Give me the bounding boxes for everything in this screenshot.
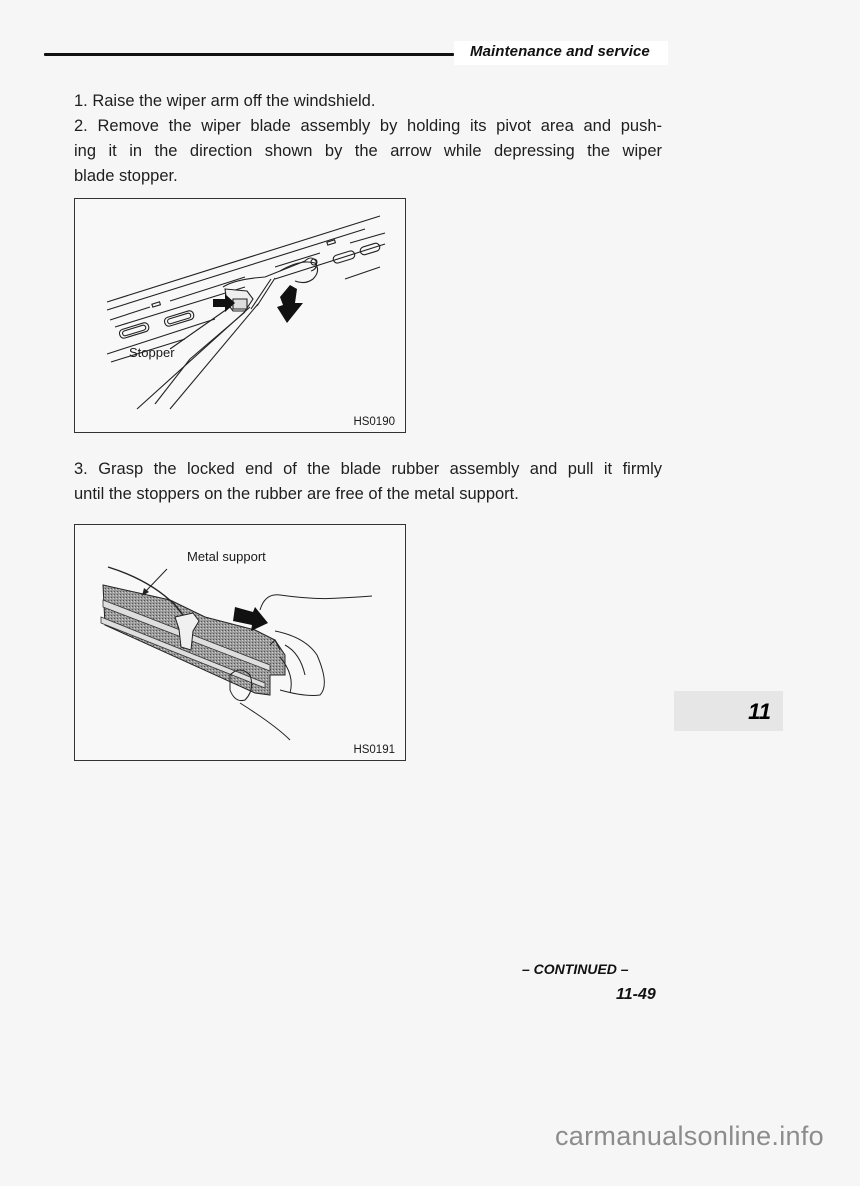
step-2-line-2: ing it in the direction shown by the arrow while depressing the wiper bbox=[74, 142, 662, 160]
step-1 bbox=[74, 89, 662, 114]
step-3-line-2: until the stoppers on the rubber are free of the metal support. bbox=[74, 485, 519, 503]
step-3-line-1: 3. Grasp the locked end of the blade rubber assembly and pull it firmly bbox=[74, 460, 662, 478]
figure-code-hs0191: HS0191 bbox=[353, 744, 395, 756]
header-rule bbox=[44, 53, 454, 56]
step-2-line-3: blade stopper. bbox=[74, 167, 178, 185]
watermark: carmanualsonline.info bbox=[555, 1121, 824, 1151]
stopper-label: Stopper bbox=[129, 345, 175, 360]
step-1-line: 1. Raise the wiper arm off the windshield. bbox=[74, 92, 376, 110]
wiper-blade-stopper-illustration bbox=[75, 199, 407, 434]
step-2-line-1: 2. Remove the wiper blade assembly by holding its pivot area and push- bbox=[74, 117, 662, 135]
step-2 bbox=[74, 114, 662, 189]
chapter-number: 11 bbox=[748, 699, 771, 724]
figure-code-hs0190: HS0190 bbox=[353, 416, 395, 428]
figure-wiper-stopper bbox=[74, 198, 406, 433]
page-number: 11-49 bbox=[616, 986, 656, 1003]
continued-label: – CONTINUED – bbox=[522, 961, 629, 977]
chapter-tab bbox=[674, 691, 783, 731]
step-3 bbox=[74, 457, 662, 507]
metal-support-label: Metal support bbox=[187, 549, 266, 564]
section-title: Maintenance and service bbox=[470, 43, 650, 60]
figure-metal-support bbox=[74, 524, 406, 761]
